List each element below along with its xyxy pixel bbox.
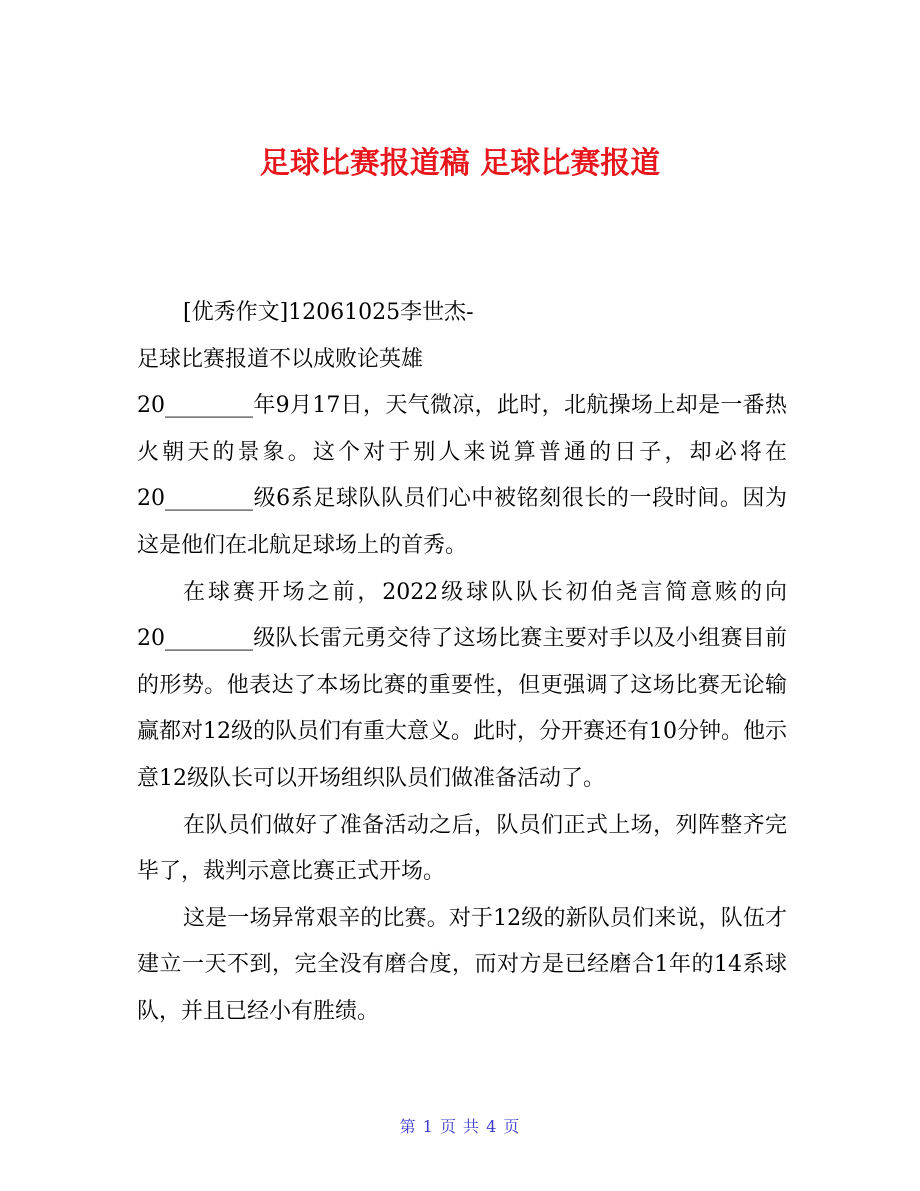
page-number-footer: 第 1 页 共 4 页 <box>399 1117 521 1136</box>
paragraph-pre-match: 在球赛开场之前，2022级球队队长初伯尧言简意赅的向20________级队长雷元勇交待了这场比赛主要对手以及小组赛目前的形势。他表达了本场比赛的重要性，但更强调了这场比赛无论输赢都对12级的队员们有重大意义。此时，分开赛还有10分钟。他示意12级队长可以开场组织队员们做准备活动了。 <box>137 579 787 791</box>
document-body <box>137 290 787 1036</box>
paragraph-match: 这是一场异常艰辛的比赛。对于12级的新队员们来说，队伍才建立一天不到，完全没有磨合度，而对方是已经磨合1年的14系球队，并且已经小有胜绩。 <box>137 905 787 1024</box>
paragraph-subtitle: 足球比赛报道不以成败论英雄 <box>137 346 424 372</box>
paragraph-lineup: 在队员们做好了准备活动之后，队员们正式上场，列阵整齐完毕了，裁判示意比赛正式开场。 <box>137 812 787 885</box>
paragraph-intro: 20________年9月17日，天气微凉，此时，北航操场上却是一番热火朝天的景象。这个对于别人来说算普通的日子，却必将在20________级6系足球队队员们心中被铭刻很长的一段时间。因为这是他们在北航足球场上的首秀。 <box>137 393 787 558</box>
document-title: 足球比赛报道稿 足球比赛报道 <box>259 146 661 182</box>
paragraph-author: [优秀作文]12061025李世杰- <box>183 300 474 325</box>
